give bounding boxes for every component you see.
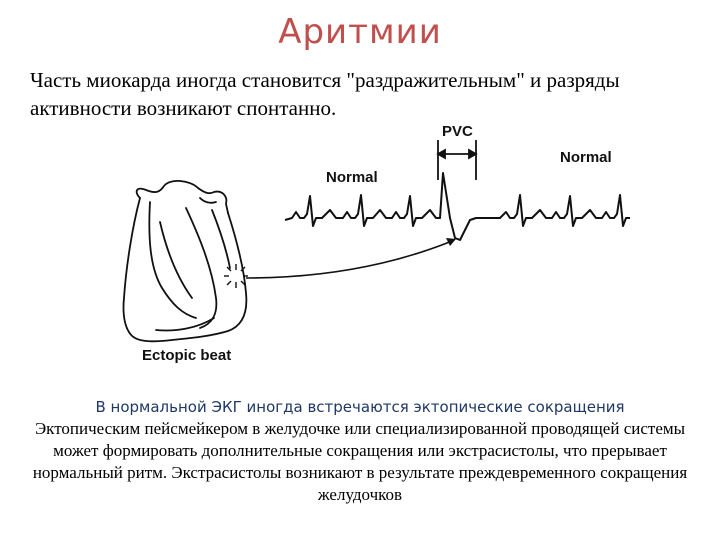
ecg-figure	[0, 118, 720, 390]
heart-illustration	[123, 181, 246, 341]
slide-title: Аритмии	[278, 12, 442, 52]
caption-heading: В нормальной ЭКГ иногда встречаются эктопические сокращения	[95, 398, 625, 416]
intro-text: Часть миокарда иногда становится "раздражительным" и разряды активности возникают спонтанно.	[30, 68, 620, 120]
label-normal-right: Normal	[560, 149, 612, 166]
pvc-arrow	[246, 241, 452, 278]
ectopic-focus-icon	[224, 264, 248, 288]
label-pvc: PVC	[442, 123, 473, 140]
label-normal-left: Normal	[326, 169, 378, 186]
label-ectopic-beat: Ectopic beat	[142, 347, 232, 364]
caption-body: Эктопическим пейсмейкером в желудочке или специализированной проводящей системы может формировать дополнительные сокращения или экстрасистолы, что прерывает нормальный ритм. Экстрасистолы возникают в результате преждевременного сокращения желудочков	[32, 419, 688, 504]
